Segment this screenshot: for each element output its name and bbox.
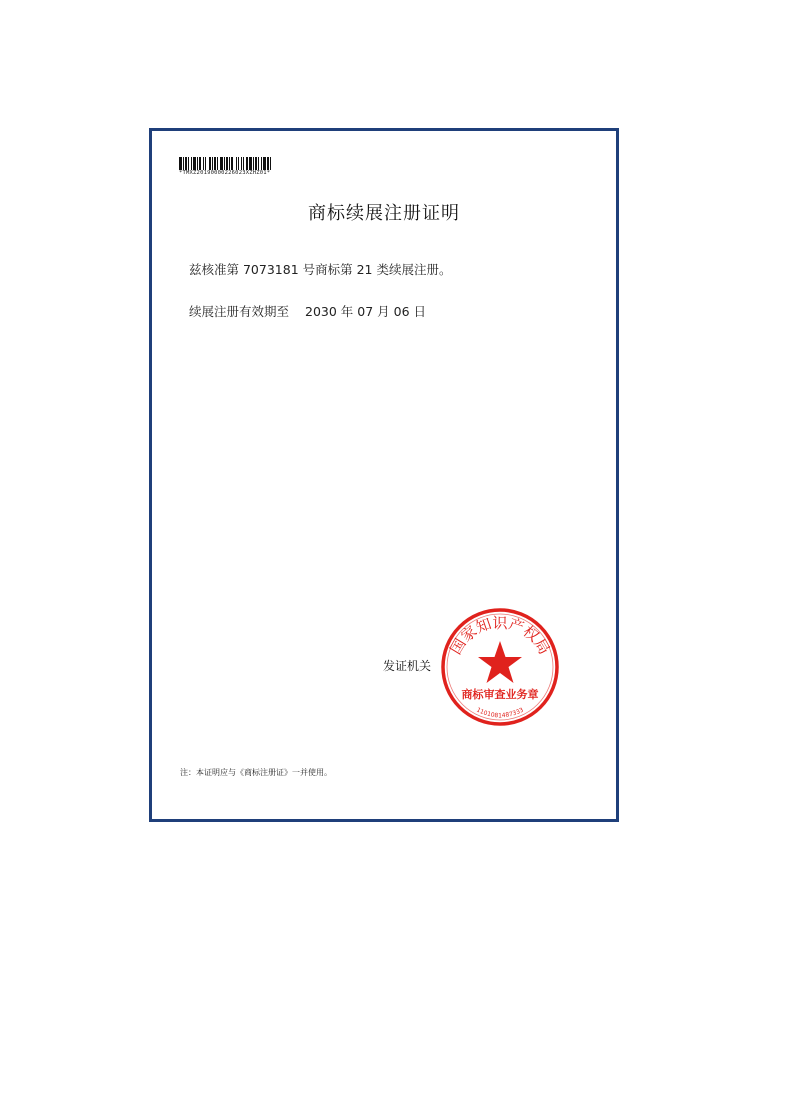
document-title: 商标续展注册证明 (308, 203, 460, 224)
seal-code: 1101081487333 (475, 706, 525, 720)
seal-star-icon (478, 641, 522, 683)
seal-top-text: 国家知识产权局 (446, 613, 554, 658)
approval-statement: 兹核准第 7073181 号商标第 21 类续展注册。 (189, 262, 452, 277)
barcode (179, 157, 309, 176)
barcode-bars (179, 157, 309, 170)
footnote: 注：本证明应与《商标注册证》一并使用。 (180, 768, 332, 777)
certificate-frame (149, 128, 619, 822)
validity-date: 2030 年 07 月 06 日 (305, 304, 427, 319)
validity-label: 续展注册有效期至 (189, 304, 290, 319)
validity-line (189, 302, 426, 320)
seal-bottom-text: 商标审查业务章 (461, 688, 539, 701)
official-seal (438, 605, 562, 729)
issuer-label: 发证机关 (383, 659, 432, 673)
barcode-text: *TMXZ2019000022602​3XZHZ01* (179, 170, 271, 176)
